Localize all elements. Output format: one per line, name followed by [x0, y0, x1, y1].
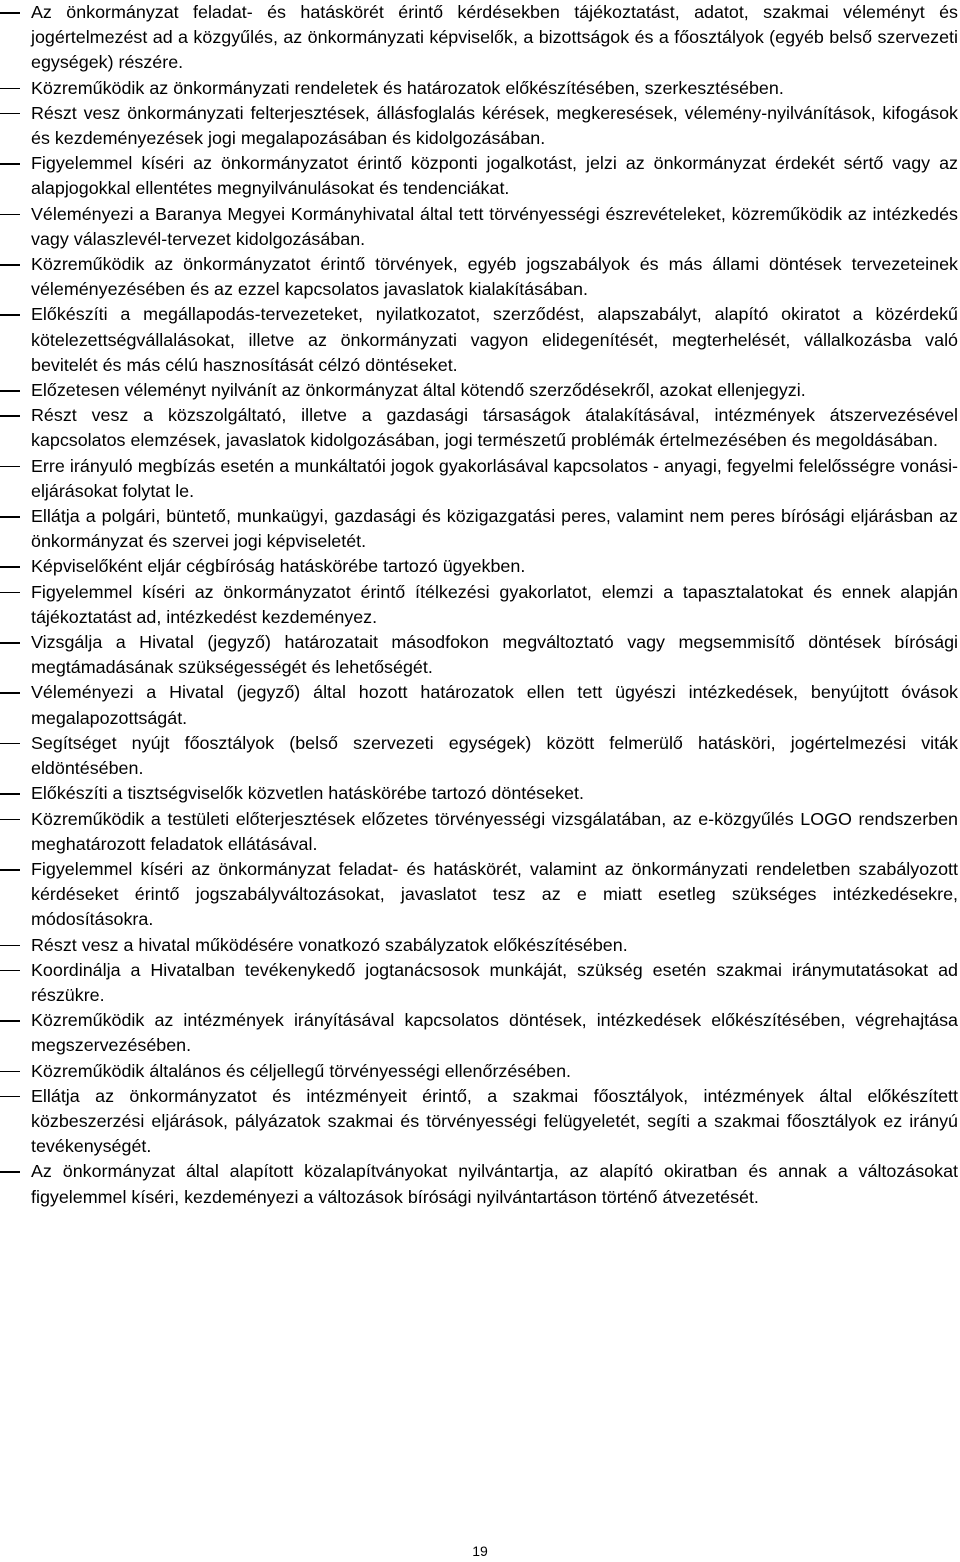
- list-item: [0, 1084, 960, 1160]
- dash-bullet-icon: [0, 516, 20, 518]
- list-item-text: Erre irányuló megbízás esetén a munkáltatói jogok gyakorlásával kapcsolatos - anyagi, fegyelmi felelősségre vonási-eljárásokat folytat le.: [31, 455, 958, 501]
- list-item-text: Közreműködik általános és céljellegű törvényességi ellenőrzésében.: [31, 1060, 572, 1081]
- dash-bullet-icon: [0, 1020, 20, 1022]
- list-item-text: Segítséget nyújt főosztályok (belső szervezeti egységek) között felmerülő hatásköri, jogértelmezési viták eldöntésében.: [31, 732, 958, 779]
- list-item-text: Az önkormányzat feladat- és hatáskörét érintő kérdésekben tájékoztatást, adatot, szakmai véleményt és jogértelmezést ad a közgyűlés, az önkormányzati képviselők, a bizottságok és a főosztályok (egyéb belső szervezeti egységek) részére.: [31, 2, 958, 73]
- dash-bullet-icon: [0, 264, 20, 266]
- list-item: [0, 403, 960, 453]
- list-item-text: Előkészíti a megállapodás-tervezeteket, nyilatkozatot, szerződést, alapszabályt, alapító okiratot a közérdekű kötelezettségvállalásokat, illetve az önkormányzati vagyon elidegenítését, megterhelését, vállalkozásba való bevitelét és más célú hasznosítását célzó döntéseket.: [31, 304, 958, 375]
- list-item-text: Figyelemmel kíséri az önkormányzatot érintő ítélkezési gyakorlatot, elemzi a tapasztalatokat és ennek alapján tájékoztatást ad, intézkedést kezdeményez.: [31, 581, 958, 627]
- list-item-text: Figyelemmel kíséri az önkormányzat feladat- és hatáskörét, valamint az önkormányzati rendeletben szabályozott kérdéseket érintő jogszabályváltozásokat, javaslatot tesz az e miatt esetleg szükséges intézkedésekre, módosításokra.: [31, 858, 958, 930]
- dash-bullet-icon: [0, 113, 20, 115]
- dash-bullet-icon: [0, 869, 20, 871]
- dash-bullet-icon: [0, 390, 20, 392]
- list-item: [0, 958, 960, 1008]
- dash-bullet-icon: [0, 415, 20, 417]
- list-item-text: Előkészíti a tisztségviselők közvetlen hatáskörébe tartozó döntéseket.: [31, 783, 584, 804]
- dash-bullet-icon: [0, 1071, 20, 1073]
- dash-bullet-icon: [0, 819, 20, 821]
- dash-bullet-icon: [0, 12, 20, 14]
- dash-bullet-icon: [0, 642, 20, 644]
- dash-bullet-icon: [0, 163, 20, 165]
- list-item: [0, 580, 960, 630]
- list-item-text: Közreműködik az önkormányzatot érintő törvények, egyéb jogszabályok és más állami döntések tervezeteinek véleményezésében és az ezzel kapcsolatos javaslatok kialakításában.: [31, 254, 958, 300]
- list-item-text: Vizsgálja a Hivatal (jegyző) határozatait másodfokon megváltoztató vagy megsemmisítő döntések bírósági megtámadásának szükségességét és lehetőségét.: [31, 632, 958, 678]
- list-item-text: Részt vesz önkormányzati felterjesztések, állásfoglalás kérések, megkeresések, vélemény-nyilvánítások, kifogások és kezdeményezések jogi megalapozásában és kidolgozásában.: [31, 102, 958, 149]
- list-item: [0, 76, 960, 101]
- dash-bullet-icon: [0, 793, 20, 795]
- list-item: [0, 151, 960, 201]
- dash-bullet-icon: [0, 314, 20, 316]
- list-item-text: Előzetesen véleményt nyilvánít az önkormányzat által kötendő szerződésekről, azokat ellenjegyzi.: [31, 380, 806, 401]
- dash-bullet-icon: [0, 88, 20, 90]
- list-item: [0, 933, 960, 958]
- list-item-text: Az önkormányzat által alapított közalapítványokat nyilvántartja, az alapító okiratban és annak a változásokat figyelemmel kíséri, kezdeményezi a változások bírósági nyilvántartáson történő átvezetését.: [31, 1161, 958, 1207]
- list-item: [0, 101, 960, 151]
- list-item-text: Figyelemmel kíséri az önkormányzatot érintő központi jogalkotást, jelzi az önkormányzat érdekét sértő vagy az alapjogokkal ellentétes megnyilvánulásokat és tendenciákat.: [31, 153, 958, 199]
- list-item: [0, 302, 960, 378]
- list-item-text: Ellátja a polgári, büntető, munkaügyi, gazdasági és közigazgatási peres, valamint nem peres bírósági eljárásban az önkormányzat és szervei jogi képviseletét.: [31, 506, 958, 552]
- list-item: [0, 504, 960, 554]
- list-item: [0, 781, 960, 806]
- dash-bullet-icon: [0, 466, 20, 468]
- list-item-text: Közreműködik az intézmények irányításával kapcsolatos döntések, intézkedések előkészítésében, végrehajtása megszervezésében.: [31, 1010, 958, 1056]
- list-item-text: Közreműködik a testületi előterjesztések előzetes törvényességi vizsgálatában, az e-közgyűlés LOGO rendszerben meghatározott feladatok ellátásával.: [31, 808, 958, 854]
- list-item: [0, 731, 960, 781]
- dash-bullet-icon: [0, 1171, 20, 1173]
- list-item-text: Ellátja az önkormányzatot és intézményeit érintő, a szakmai főosztályok, intézmények által előkészített közbeszerzési eljárások, pályázatok szakmai és törvényességi felügyeletét, segíti a szakmai főosztályok ez irányú tevékenységét.: [31, 1085, 958, 1157]
- dash-bullet-icon: [0, 566, 20, 568]
- page-number: 19: [472, 1543, 488, 1559]
- list-item: [0, 252, 960, 302]
- dash-bullet-icon: [0, 970, 20, 972]
- dash-bullet-icon: [0, 214, 20, 216]
- list-item: [0, 0, 960, 76]
- list-item: [0, 1159, 960, 1209]
- list-item-text: Közreműködik az önkormányzati rendeletek és határozatok előkészítésében, szerkesztésében.: [31, 77, 784, 98]
- list-item: [0, 1059, 960, 1084]
- dash-bullet-icon: [0, 743, 20, 745]
- list-item: [0, 202, 960, 252]
- list-item: [0, 680, 960, 730]
- list-item-text: Véleményezi a Baranya Megyei Kormányhivatal által tett törvényességi észrevételeket, közreműködik az intézkedés vagy válaszlevél-tervezet kidolgozásában.: [31, 203, 958, 249]
- list-item-text: Részt vesz a közszolgáltató, illetve a gazdasági társaságok átalakításával, intézmények átszervezésével kapcsolatos elemzések, javaslatok kidolgozásában, jogi természetű problémák értelmezésében és megoldásában.: [31, 405, 958, 451]
- dash-bullet-icon: [0, 692, 20, 694]
- dash-bullet-icon: [0, 945, 20, 947]
- dash-bullet-icon: [0, 592, 20, 594]
- list-item: [0, 554, 960, 579]
- dash-bullet-icon: [0, 1096, 20, 1098]
- list-item-text: Véleményezi a Hivatal (jegyző) által hozott határozatok ellen tett ügyészi intézkedések, benyújtott óvások megalapozottságát.: [31, 682, 958, 728]
- list-item-text: Részt vesz a hivatal működésére vonatkozó szabályzatok előkészítésében.: [31, 934, 628, 955]
- list-item: [0, 857, 960, 933]
- list-item-text: Képviselőként eljár cégbíróság hatáskörébe tartozó ügyekben.: [31, 556, 526, 577]
- list-item: [0, 630, 960, 680]
- list-item: [0, 454, 960, 504]
- list-item-text: Koordinálja a Hivatalban tevékenykedő jogtanácsosok munkáját, szükség esetén szakmai iránymutatásokat ad részükre.: [31, 959, 958, 1005]
- list-item: [0, 378, 960, 403]
- list-item: [0, 807, 960, 857]
- list-item: [0, 1008, 960, 1058]
